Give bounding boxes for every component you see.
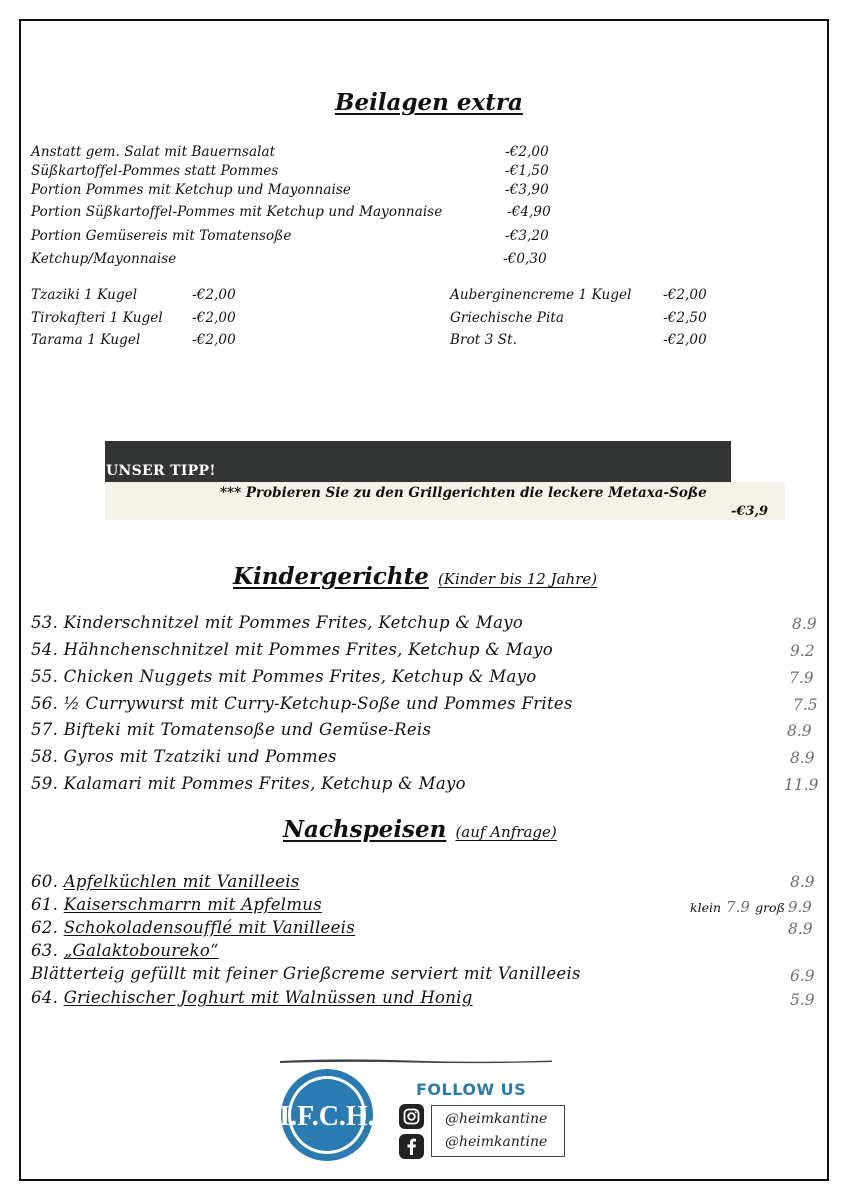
- nachspeisen-heading: [283, 816, 557, 843]
- kinder-item: 57. Bifteki mit Tomatensoße und Gemüse-Reis: [31, 720, 432, 739]
- beilage-item: Anstatt gem. Salat mit Bauernsalat: [31, 144, 276, 160]
- beilage-price: -€2,00: [505, 144, 549, 160]
- dip-item: Tzaziki 1 Kugel: [31, 287, 138, 303]
- dessert-item: [31, 918, 355, 937]
- dip-item: Tirokafteri 1 Kugel: [31, 310, 163, 326]
- dessert-name: Schokoladensoufflé mit Vanilleeis: [63, 918, 355, 937]
- beilage-price: -€3,90: [505, 182, 549, 198]
- nachspeisen-title: Nachspeisen: [283, 816, 447, 843]
- dessert-price-sizes: [690, 897, 812, 916]
- dessert-name: „Galaktoboureko“: [63, 941, 219, 960]
- beilage-item: Süßkartoffel-Pommes statt Pommes: [31, 163, 279, 179]
- beilage-price: -€4,90: [507, 204, 551, 220]
- dessert-number: 60.: [31, 872, 59, 891]
- kinder-item: 53. Kinderschnitzel mit Pommes Frites, Ketchup & Mayo: [31, 613, 524, 632]
- dessert-number: 64.: [31, 988, 59, 1007]
- kinder-price: 8.9: [792, 615, 817, 633]
- dessert-price: 8.9: [788, 920, 813, 938]
- dessert-item: [31, 895, 322, 914]
- kinder-item: 58. Gyros mit Tzatziki und Pommes: [31, 747, 337, 766]
- dessert-description: Blätterteig gefüllt mit feiner Grießcreme serviert mit Vanilleeis: [31, 964, 581, 983]
- price-large: 9.9: [787, 898, 812, 916]
- dessert-item: [31, 988, 473, 1007]
- kinder-item: 55. Chicken Nuggets mit Pommes Frites, Ketchup & Mayo: [31, 667, 537, 686]
- dip-price: -€2,00: [663, 287, 707, 303]
- beilage-item: Portion Pommes mit Ketchup und Mayonnaise: [31, 182, 352, 198]
- dip-price: -€2,00: [192, 332, 236, 348]
- price-small: 7.9: [726, 898, 750, 916]
- beilage-item: Portion Süßkartoffel-Pommes mit Ketchup und Mayonnaise: [31, 204, 443, 220]
- kinder-item: 59. Kalamari mit Pommes Frites, Ketchup & Mayo: [31, 774, 466, 793]
- beilage-item: Portion Gemüsereis mit Tomatensoße: [31, 228, 292, 244]
- beilage-price: -€1,50: [505, 163, 549, 179]
- kinder-price: 7.9: [789, 669, 814, 687]
- dessert-name: Apfelküchlen mit Vanilleeis: [63, 872, 300, 891]
- dip-item: Auberginencreme 1 Kugel: [450, 287, 632, 303]
- dip-price: -€2,00: [663, 332, 707, 348]
- kinder-price: 11.9: [784, 776, 819, 794]
- kinder-price: 7.5: [793, 696, 818, 714]
- dip-item: Brot 3 St.: [450, 332, 518, 348]
- dessert-price: 8.9: [790, 873, 815, 891]
- dessert-item: [31, 941, 219, 960]
- dessert-number: 61.: [31, 895, 59, 914]
- club-logo: [279, 1067, 375, 1163]
- facebook-handle[interactable]: @heimkantine: [445, 1134, 548, 1150]
- dessert-price: 5.9: [790, 991, 815, 1009]
- dessert-number: 63.: [31, 941, 59, 960]
- dessert-price: 6.9: [790, 967, 815, 985]
- kinder-item: 54. Hähnchenschnitzel mit Pommes Frites, Ketchup & Mayo: [31, 640, 553, 659]
- dip-item: Tarama 1 Kugel: [31, 332, 141, 348]
- instagram-handle[interactable]: @heimkantine: [445, 1111, 548, 1127]
- kinder-item: 56. ½ Currywurst mit Curry-Ketchup-Soße und Pommes Frites: [31, 694, 573, 713]
- price-large-label: groß: [755, 900, 785, 915]
- follow-us-label: FOLLOW US: [416, 1080, 527, 1099]
- kinder-title: Kindergerichte: [233, 563, 429, 590]
- tip-price: -€3,9: [731, 504, 769, 519]
- kinder-heading: [233, 563, 597, 590]
- facebook-icon[interactable]: [399, 1134, 424, 1159]
- kinder-price: 8.9: [787, 722, 812, 740]
- kinder-price: 8.9: [790, 749, 815, 767]
- brush-stroke-divider: [280, 1058, 552, 1064]
- tip-label: UNSER TIPP!: [106, 463, 216, 479]
- beilagen-title: Beilagen extra: [335, 89, 523, 116]
- logo-text: I.F.C.H.: [279, 1101, 375, 1132]
- dip-price: -€2,00: [192, 310, 236, 326]
- kinder-subtitle: (Kinder bis 12 Jahre): [437, 570, 598, 588]
- nachspeisen-subtitle: (auf Anfrage): [455, 823, 557, 841]
- dip-price: -€2,50: [663, 310, 707, 326]
- dip-item: Griechische Pita: [450, 310, 565, 326]
- beilage-item: Ketchup/Mayonnaise: [31, 251, 177, 267]
- dessert-item: [31, 872, 300, 891]
- dessert-number: 62.: [31, 918, 59, 937]
- instagram-icon[interactable]: [399, 1104, 424, 1129]
- dessert-name: Kaiserschmarrn mit Apfelmus: [63, 895, 322, 914]
- beilage-price: -€0,30: [503, 251, 547, 267]
- price-small-label: klein: [690, 900, 722, 915]
- kinder-price: 9.2: [790, 642, 815, 660]
- tip-text: *** Probieren Sie zu den Grillgerichten die leckere Metaxa-Soße: [220, 485, 707, 501]
- dip-price: -€2,00: [192, 287, 236, 303]
- dessert-name: Griechischer Joghurt mit Walnüssen und Honig: [63, 988, 473, 1007]
- beilage-price: -€3,20: [505, 228, 549, 244]
